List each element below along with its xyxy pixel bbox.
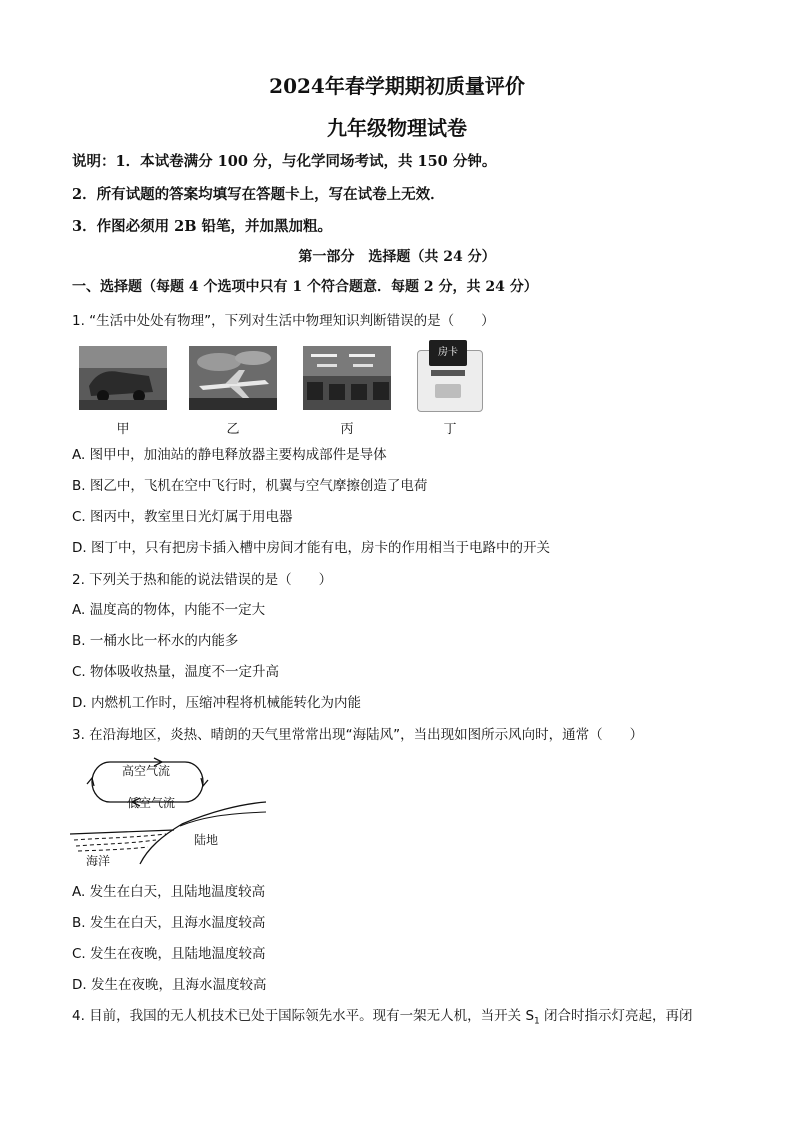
q1-option-a: A. 图甲中，加油站的静电释放器主要构成部件是导体: [72, 447, 387, 463]
question-3-stem: 3. 在沿海地区，炎热、晴朗的天气里常常出现“海陆风”，当出现如图所示风向时，通常（ ）: [72, 727, 644, 743]
card-slot-badge: [435, 384, 461, 398]
q1-option-d: D. 图丁中，只有把房卡插入槽中房间才能有电，房卡的作用相当于电路中的开关: [72, 540, 550, 556]
room-card-slot-photo: [417, 340, 483, 412]
question-4-stem: [72, 1004, 693, 1027]
caption-bing: 丙: [340, 422, 354, 437]
instruction-1: 说明：1．本试卷满分 100 分，与化学同场考试，共 150 分钟。: [72, 153, 497, 170]
q2-option-b: B. 一桶水比一杯水的内能多: [72, 633, 239, 649]
caption-jia: 甲: [116, 422, 130, 437]
question-1-images: [79, 346, 499, 436]
q4-switch-subscript: 1: [534, 1016, 540, 1027]
q3-option-d: D. 发生在夜晚，且海水温度较高: [72, 977, 267, 993]
instruction-3: 3．作图必须用 2B 铅笔，并加黑加粗。: [72, 218, 333, 235]
caption-ding: 丁: [443, 422, 457, 437]
airplane-photo: [189, 346, 277, 410]
tanker-truck-photo: [79, 346, 167, 410]
lower-air-flow-label: 低空气流: [127, 796, 176, 810]
q3-option-a: A. 发生在白天，且陆地温度较高: [72, 884, 266, 900]
q3-option-b: B. 发生在白天，且海水温度较高: [72, 915, 266, 931]
q4-stem-start: 4. 目前，我国的无人机技术已处于国际领先水平。现有一架无人机，当开关 S: [72, 1008, 535, 1024]
question-2-stem: 2. 下列关于热和能的说法错误的是（ ）: [72, 572, 333, 588]
q2-option-c: C. 物体吸收热量，温度不一定升高: [72, 664, 280, 680]
q1-option-b: B. 图乙中，飞机在空中飞行时，机翼与空气摩擦创造了电荷: [72, 478, 428, 494]
q3-option-c: C. 发生在夜晚，且陆地温度较高: [72, 946, 266, 962]
card-slot: [431, 370, 465, 376]
section-heading: 一、选择题（每题 4 个选项中只有 1 个符合题意．每题 2 分，共 24 分）: [72, 279, 538, 295]
q2-option-d: D. 内燃机工作时，压缩冲程将机械能转化为内能: [72, 695, 361, 711]
caption-yi: 乙: [226, 422, 240, 437]
q2-option-a: A. 温度高的物体，内能不一定大: [72, 602, 266, 618]
q1-option-c: C. 图丙中，教室里日光灯属于用电器: [72, 509, 293, 525]
instruction-2: 2．所有试题的答案均填写在答题卡上，写在试卷上无效．: [72, 186, 445, 203]
room-card: 房卡: [429, 340, 467, 366]
exam-title: 2024年春学期期初质量评价: [269, 74, 525, 98]
land-label: 陆地: [194, 833, 219, 847]
sea-label: 海洋: [86, 854, 111, 868]
q4-stem-end: 闭合时指示灯亮起，再闭: [539, 1008, 693, 1024]
classroom-light-photo: [303, 346, 391, 410]
sea-land-breeze-diagram: [70, 752, 270, 870]
exam-subtitle: 九年级物理试卷: [327, 116, 467, 140]
part-title: 第一部分 选择题（共 24 分）: [298, 249, 496, 265]
question-1-stem: 1. “生活中处处有物理”，下列对生活中物理知识判断错误的是（ ）: [72, 313, 495, 329]
upper-air-flow-label: 高空气流: [122, 764, 171, 778]
